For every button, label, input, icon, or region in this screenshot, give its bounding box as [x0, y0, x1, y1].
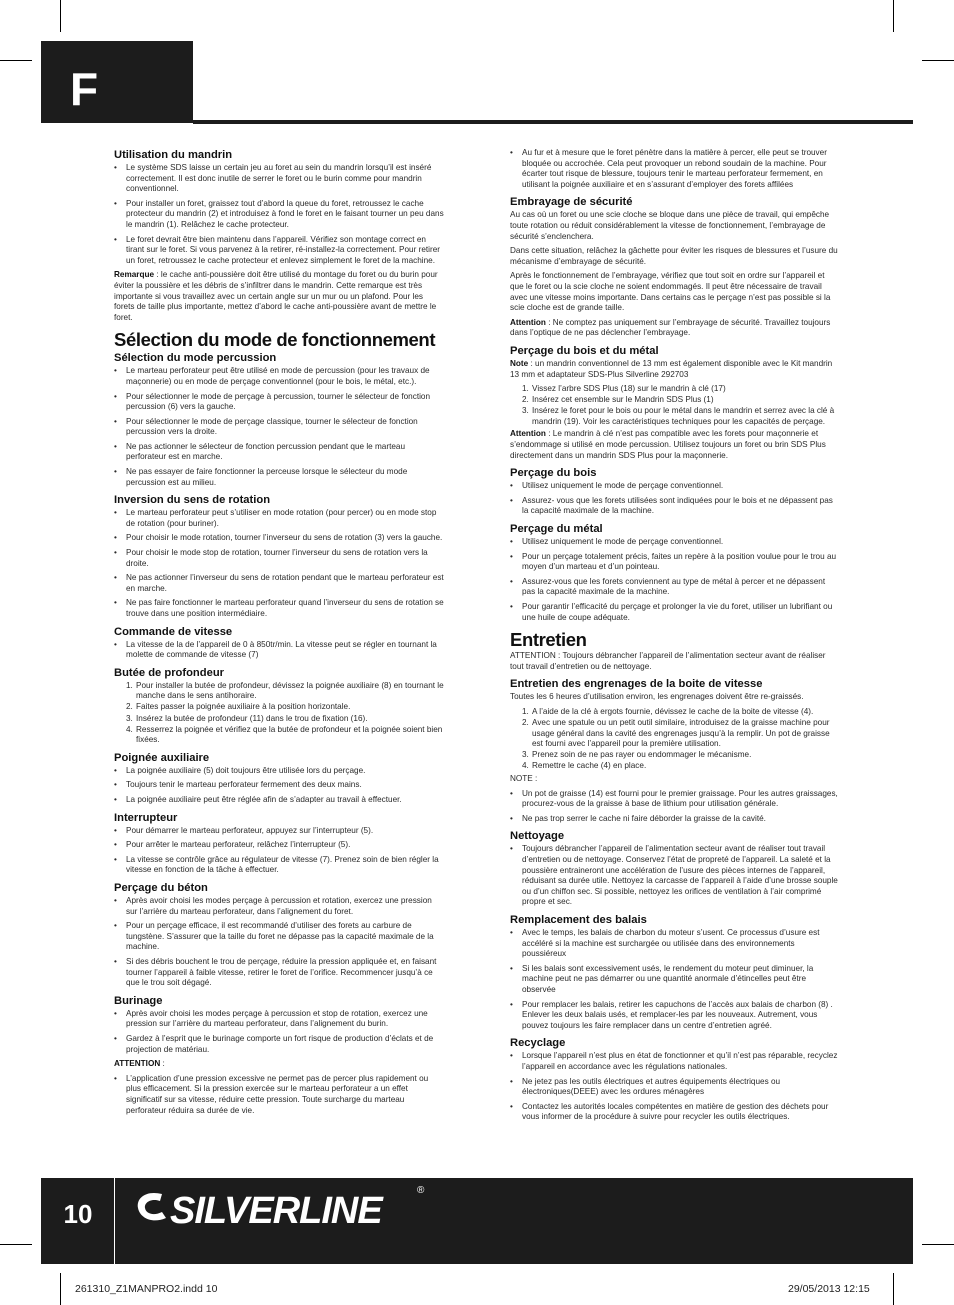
section-heading-mandrin: Utilisation du mandrin	[114, 149, 233, 161]
list-item: • Si les balais sont excessivement usés, le rendement du moteur peut diminuer, la machine peut ne pas démarrer ou une quantité anormale d’étincelles peut être observée	[510, 964, 840, 996]
list-item: • Avec le temps, les balais de charbon du moteur s’usent. Ce processus d’usure est accéléré si la machine est surchargée ou utilisée dans des environnements poussiéreux	[510, 928, 840, 960]
balais-list	[510, 928, 840, 1031]
list-item: • Ne pas faire fonctionner le marteau perforateur quand l’inverseur du sens de rotation se trouve dans une position intermédiaire.	[114, 598, 444, 619]
header-rule	[193, 120, 913, 124]
brand-logo-text: SILVERLINE	[170, 1190, 382, 1232]
section-heading-interrupteur: Interrupteur	[114, 811, 178, 824]
bois-list	[510, 481, 840, 517]
list-item: • Ne pas actionner l’inverseur du sens de rotation pendant que le marteau perforateur est en marche.	[114, 573, 444, 594]
paragraph: Dans cette situation, relâchez la gâchette pour éviter les risques de blessures et l’usure du mécanisme d’embrayage de sécurité.	[510, 246, 838, 266]
engrenages-steps	[510, 707, 840, 772]
percussion-list	[114, 366, 444, 488]
step-item: 4. Resserrez la poignée et vérifiez que la butée de profondeur et la poignée soient bien fixées.	[126, 724, 443, 745]
registered-mark: ®	[417, 1185, 425, 1196]
crop-mark	[893, 1273, 894, 1305]
crop-mark	[60, 0, 61, 32]
list-item: • Au fur et à mesure que le foret pénètre dans la matière à percer, elle peut se trouver bloquée ou accrochée. Cela peut provoquer un rebond soudain de la machine. Pour écarter tout risque de blessure, toujours tenir le marteau perforateur fermement, en utilisant la poignée auxiliaire et en s’assurant d’employer des forets affilées	[510, 148, 840, 190]
list-item: • Pour sélectionner le mode de perçage classique, tourner le sélecteur de fonction percussion vers la droite.	[114, 417, 444, 438]
list-item: • Le foret devrait être bien maintenu dans l’appareil. Vérifiez son montage correct en tirant sur le foret. Si vous parvenez à la retirer, ré-installez-la correctement. Pour retirer un foret, retroussez le cache protecteur et enlevez simplement le foret de la machine.	[114, 235, 444, 267]
note-heading: NOTE :	[510, 774, 538, 784]
list-item: • Un pot de graisse (14) est fourni pour le premier graissage. Pour les autres graissages, procurez-vous de la graisse à base de lithium pour utilisation générale.	[510, 789, 840, 810]
list-item: • Pour choisir le mode rotation, tourner l’inverseur du sens de rotation (3) vers la gauche.	[114, 533, 444, 544]
engrenages-list	[510, 789, 840, 825]
attention-heading: ATTENTION :	[114, 1059, 165, 1069]
list-item: • Après avoir choisi les modes perçage à percussion et stop de rotation, exercez une pression sur l’arrière du marteau perforateur, dans l’alignement du burin.	[114, 1009, 444, 1030]
list-item: • Pour garantir l’efficacité du perçage et prolonger la vie du foret, utiliser un lubrifiant ou une huile de coupe adéquate.	[510, 602, 840, 623]
list-item: • L’application d’une pression excessive ne permet pas de percer plus rapidement ou plus efficacement. Si la pression exercée sur le marteau perforateur a un effet significatif sur sa vitesse, réduire cette pression. Toute surcharge du marteau perforateur réduira sa durée de vie.	[114, 1074, 444, 1116]
crop-mark	[893, 0, 894, 32]
list-item: • Toujours débrancher l’appareil de l’alimentation secteur avant de réaliser tout travail d’entretien ou de nettoyage. Conservez l’état de propreté de l’appareil. La saleté et la poussière entraineront une accélération de l’usure des pièces internes de l’appareil, réduisant sa durée utile. Nettoyez la carcasse de l’appareil à l’aide d’une brosse souple ou d’un chiffon sec. Si possible, nettoyez les orifices de ventilation à l’air comprimé propre et sec.	[510, 844, 840, 908]
list-item: • Pour remplacer les balais, retirer les capuchons de l’accès aux balais de charbon (8) . Enlever les deux balais usés, et remplacer-les par les nouveaux. Autrement, vous pouvez toujours les faire remplacer dans un centre d’entretien agréé.	[510, 1000, 840, 1032]
list-item: • Utilisez uniquement le mode de perçage conventionnel.	[510, 537, 840, 548]
step-item: 1. A l’aide de la clé à ergots fournie, dévissez le cache de la boite de vitesse (4).	[522, 706, 814, 716]
list-item: • Lorsque l’appareil n’est plus en état de fonctionner et qu’il n’est pas réparable, recyclez l’appareil en accordance avec les régulations nationales.	[510, 1051, 840, 1072]
paragraph: Au cas où un foret ou une scie cloche se bloque dans une pièce de travail, qui empêche toute rotation ou réduit considérablement la vitesse de fonctionnement, l’embrayage de sécurité s’enclenchera.	[510, 210, 830, 241]
interrupteur-list	[114, 826, 444, 876]
section-heading-bois-metal: Perçage du bois et du métal	[510, 344, 659, 357]
section-heading-butee: Butée de profondeur	[114, 666, 225, 679]
section-heading-nettoyage: Nettoyage	[510, 830, 565, 843]
burinage-list	[114, 1009, 444, 1055]
language-tab	[41, 41, 193, 123]
step-item: 3. Insérez le foret pour le bois ou pour le métal dans le mandrin et serrez avec la clé à mandrin (19). Voir les caractéristiques techniques pour les capacités de perçage.	[522, 406, 835, 426]
file-info: 261310_Z1MANPRO2.indd 10	[75, 1283, 218, 1295]
step-item: 2. Insérez cet ensemble sur le Mandrin SDS Plus (1)	[522, 395, 714, 405]
list-item: • Toujours tenir le marteau perforateur fermement des deux mains.	[114, 780, 444, 791]
section-heading-bois: Perçage du bois	[510, 467, 597, 480]
page-heading-entretien: Entretien	[510, 629, 587, 651]
butee-steps	[114, 681, 444, 746]
list-item: • Pour un perçage totalement précis, faites un repère à la position voulue pour le trou au moyen d’un marteau et d’un pointeau.	[510, 552, 840, 573]
page-number: 10	[63, 1199, 93, 1229]
vitesse-list	[114, 640, 444, 661]
bois-metal-steps	[510, 384, 840, 427]
list-item: • La poignée auxiliaire (5) doit toujours être utilisée lors du perçage.	[114, 766, 444, 777]
attention-paragraph: Attention : Le mandrin à clé n’est pas compatible avec les forets pour maçonnerie et s’endommage si utilisé en mode percussion. Utilisez toujours un foret ou brin SDS Plus directement dans un mandrin SDS Plus pour la maçonnerie.	[510, 429, 826, 460]
list-item: • Ne jetez pas les outils électriques et autres équipements électriques ou électroniques(DEEE) avec les ordures ménagères	[510, 1077, 840, 1098]
section-heading-metal: Perçage du métal	[510, 523, 603, 536]
section-heading-balais: Remplacement des balais	[510, 913, 647, 926]
list-item: • Après avoir choisi les modes perçage à percussion et rotation, exercez une pression sur l’arrière du marteau perforateur, dans l’alignement du foret.	[114, 896, 444, 917]
paragraph: Après le fonctionnement de l’embrayage, vérifiez que tout soit en ordre sur l’appareil et que le foret ou la scie cloche ne soient endommagés. Il peut être nécessaire de travail avec une vitesse moins importante. Dans certains cas le perçage n’est pas possible si la scie cloche est de grande taille.	[510, 271, 831, 313]
list-item: • La vitesse de la de l’appareil de 0 à 850tr/min. La vitesse peut se régler en tournant la molette de commande de vitesse (7)	[114, 640, 444, 661]
remark-paragraph	[114, 270, 444, 323]
section-heading-engrenages: Entretien des engrenages de la boite de vitesse	[510, 678, 763, 691]
list-item: • La vitesse se contrôle grâce au régulateur de vitesse (7). Prenez soin de bien régler la vitesse en fonction de la tâche à effectuer.	[114, 855, 444, 876]
recyclage-list	[510, 1051, 840, 1123]
list-item: • Contactez les autorités locales compétentes en matière de gestion des déchets pour vous informer de la procédure à suivre pour recycler les outils électriques.	[510, 1102, 840, 1123]
crop-mark	[0, 60, 32, 61]
step-item: 3. Prenez soin de ne pas rayer ou endommager le mécanisme.	[522, 750, 752, 760]
list-item: • Pour installer un foret, graissez tout d’abord la queue du foret, retroussez le cache protecteur du mandrin (2) et introduisez à fond le foret en le faisant tourner un peu dans le mandrin (1). Relâchez le cache protecteur.	[114, 199, 444, 231]
list-item: • La poignée auxiliaire peut être réglée afin de s’adapter au travail à effectuer.	[114, 795, 444, 806]
remark-text: : le cache anti-poussière doit être utilisé du montage du foret ou du burin pour éviter la poussière et les débris de s’infiltrer dans le mandrin. Cette remarque est très importante si vous travaillez avec un certain angle sur un mur ou un plafond. Pour les forets de taille plus importante, mettez d’abord le cache anti-poussière avant de mettre le foret.	[114, 270, 438, 322]
mandrin-list	[114, 163, 444, 266]
crop-mark	[0, 1244, 32, 1245]
section-heading-vitesse: Commande de vitesse	[114, 625, 233, 638]
right-column	[510, 148, 840, 1127]
list-item: • Ne pas trop serrer le cache ni faire déborder la graisse de la cavité.	[510, 814, 840, 825]
section-heading-burinage: Burinage	[114, 994, 163, 1007]
section-heading-percussion: Sélection du mode percussion	[114, 352, 277, 365]
attention-paragraph: Attention : Ne comptez pas uniquement sur l’embrayage de sécurité. Travaillez toujours dans l’optique de ne pas déclencher l’embrayage.	[510, 317, 831, 338]
metal-list	[510, 537, 840, 623]
list-item: • Utilisez uniquement le mode de perçage conventionnel.	[510, 481, 840, 492]
list-item: • Ne pas essayer de faire fonctionner la perceuse lorsque le sélecteur du mode percussion est au milieu.	[114, 467, 444, 488]
left-column	[114, 148, 444, 1120]
paragraph: Toutes les 6 heures d’utilisation environ, les engrenages doivent être re-graissés.	[510, 692, 804, 702]
section-heading-recyclage: Recyclage	[510, 1037, 566, 1050]
section-heading-beton: Perçage du béton	[114, 882, 208, 894]
list-item: • Si des débris bouchent le trou de perçage, réduire la pression appliquée et, en faisant tourner l’appareil à faible vitesse, retirer le foret de l’orifice. Recommencer jusqu’à ce que le trou soit dégagé.	[114, 957, 444, 989]
list-item: • Gardez à l’esprit que le burinage comporte un fort risque de production d’éclats et de projection de matériau.	[114, 1034, 444, 1055]
section-heading-embrayage: Embrayage de sécurité	[510, 196, 633, 209]
list-item: • Le marteau perforateur peut s’utiliser en mode rotation (pour percer) ou en mode stop de rotation (pour buriner).	[114, 508, 444, 529]
remark-label: Remarque	[114, 270, 155, 280]
list-item: • Pour démarrer le marteau perforateur, appuyez sur l’interrupteur (5).	[114, 826, 444, 837]
entretien-warning: ATTENTION : Toujours débrancher l’appareil de l’alimentation secteur avant de réaliser tout travail d’entretien ou de nettoyage.	[510, 651, 826, 671]
step-item: 2. Avec une spatule ou un petit outil similaire, introduisez de la graisse machine pour usage général dans la cavité des engrenages jusqu’à la remplir. Un pot de graisse est fourni avec l’appareil pour la première utilisation.	[522, 718, 830, 749]
step-item: 1. Vissez l’arbre SDS Plus (18) sur le mandrin à clé (17)	[522, 384, 726, 394]
crop-mark	[922, 60, 954, 61]
beton-list	[114, 896, 444, 989]
section-heading-poignee: Poignée auxiliaire	[114, 751, 210, 764]
list-item: • Pour choisir le mode stop de rotation, tourner l’inverseur du sens de rotation vers la droite.	[114, 548, 444, 569]
crop-mark	[922, 1244, 954, 1245]
silverline-logo-icon	[132, 1188, 172, 1228]
date-info: 29/05/2013 12:15	[788, 1283, 870, 1295]
list-item: • Assurez-vous que les forets conviennent au type de métal à percer et ne dépassent pas la capacité maximale de la machine.	[510, 577, 840, 598]
step-item: 2. Faites passer la poignée auxiliaire à la position horizontale.	[126, 702, 351, 712]
list-item: • Le marteau perforateur peut être utilisé en mode de percussion (pour les travaux de maçonnerie) ou en mode de perçage conventionnel (pour le bois, le métal, etc.).	[114, 366, 444, 387]
step-item: 4. Remettre le cache (4) en place.	[522, 761, 647, 771]
inversion-list	[114, 508, 444, 619]
list-item: • Le système SDS laisse un certain jeu au foret au sein du mandrin lorsqu’il est inséré correctement. Il est donc inutile de serrer le foret ou le burin comme pour mandrin conventionnel.	[114, 163, 444, 195]
list-item: • Pour arrêter le marteau perforateur, relâchez l’interrupteur (5).	[114, 840, 444, 851]
list-item: • Assurez- vous que les forets utilisées sont indiquées pour le bois et ne dépassent pas la capacité maximale de la machine.	[510, 496, 840, 517]
language-letter: F	[70, 63, 99, 115]
list-item: • Pour sélectionner le mode de perçage à percussion, tourner le sélecteur de fonction percussion (6) vers la gauche.	[114, 392, 444, 413]
nettoyage-list	[510, 844, 840, 908]
step-item: 3. Insérez la butée de profondeur (11) dans le trou de fixation (16).	[126, 713, 368, 723]
attention-list	[114, 1074, 444, 1116]
page-heading-mode: Sélection du mode de fonctionnement	[114, 329, 436, 351]
crop-mark	[60, 1273, 61, 1305]
continued-list	[510, 148, 840, 190]
list-item: • Ne pas actionner le sélecteur de fonction percussion pendant que le marteau perforateur est en marche.	[114, 442, 444, 463]
poignee-list	[114, 766, 444, 806]
step-item: 1. Pour installer la butée de profondeur, dévissez la poignée auxiliaire (8) en tournant le manche dans le sens antihoraire.	[126, 680, 444, 701]
section-heading-inversion: Inversion du sens de rotation	[114, 494, 271, 507]
note-paragraph: Note : un mandrin conventionnel de 13 mm est également disponible avec le Kit mandrin 13 mm et adaptateur SDS-Plus Silverline 292703	[510, 358, 833, 379]
list-item: • Pour un perçage efficace, il est recommandé d’utiliser des forets au carbure de tungstène. S’assurer que la taille du foret ne dépasse pas la capacité maximale de la machine.	[114, 921, 444, 953]
